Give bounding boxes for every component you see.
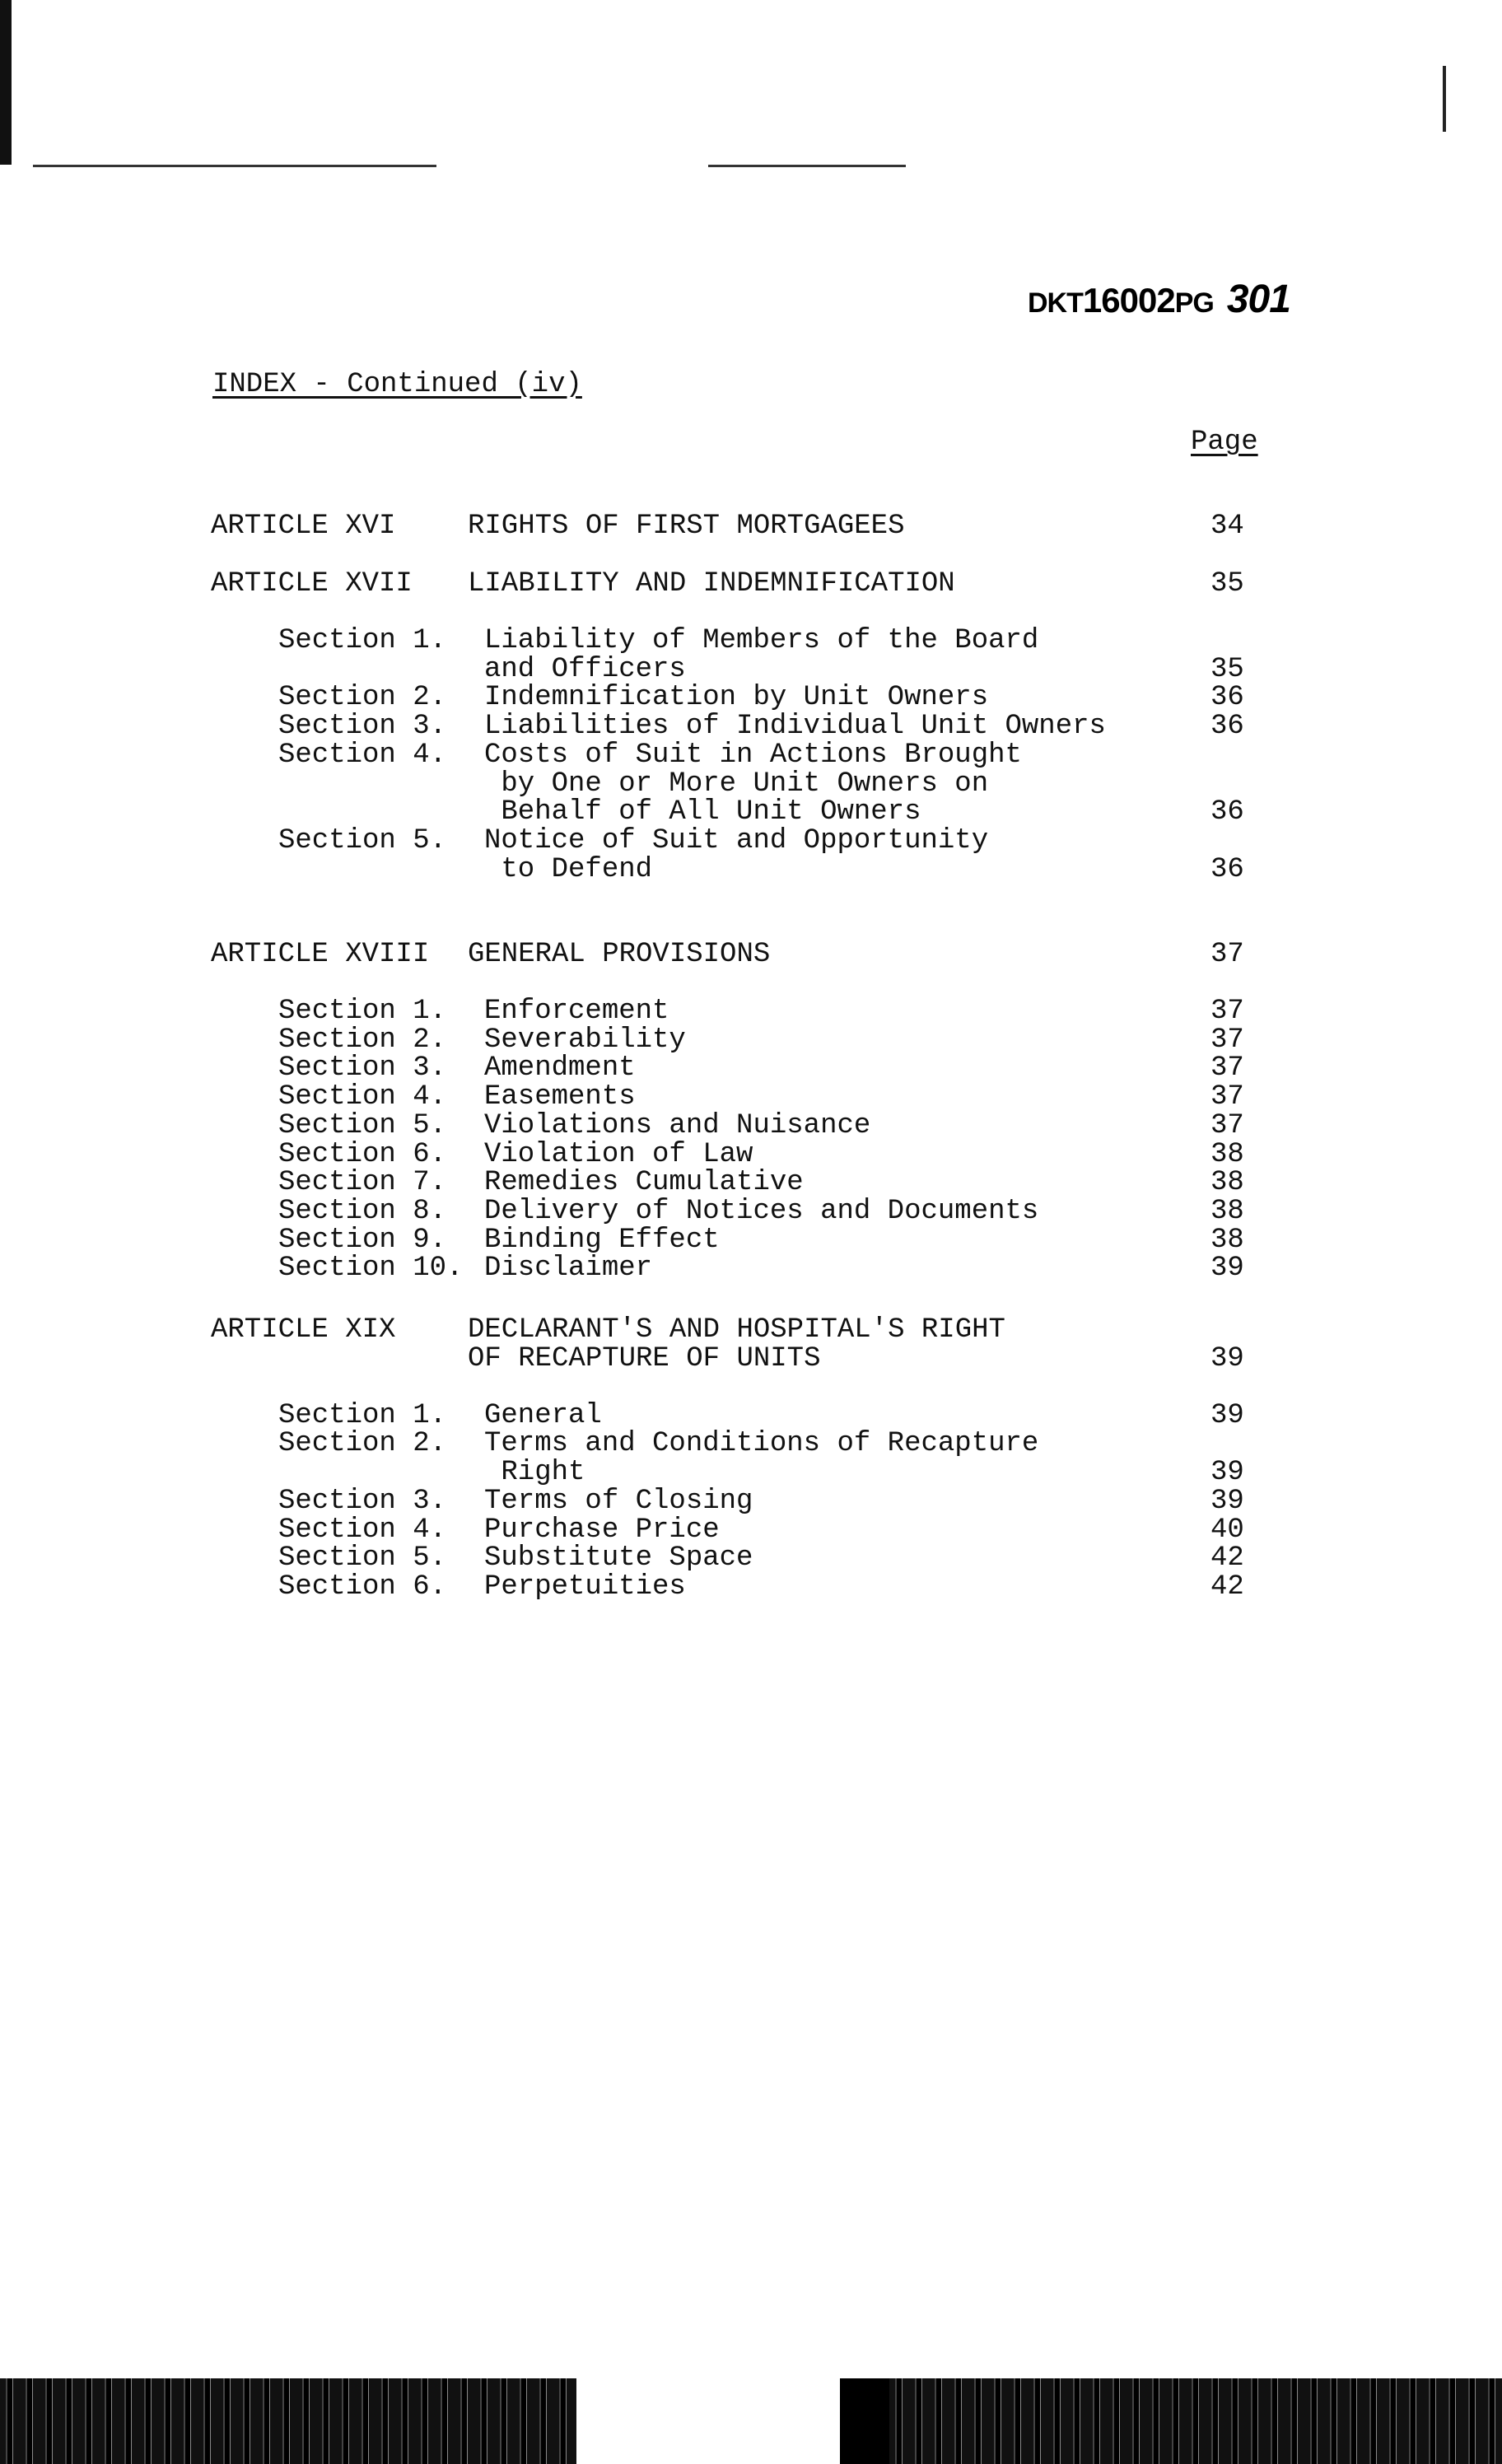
section-title: Enforcement <box>484 996 669 1027</box>
section-title: Costs of Suit in Actions Brought <box>484 740 1022 771</box>
section-number: Section 3. <box>278 1486 447 1517</box>
section-page-number: 38 <box>1210 1196 1244 1227</box>
section-title: Binding Effect <box>484 1225 720 1256</box>
section-page-number: 42 <box>1210 1542 1244 1574</box>
section-number: Section 4. <box>278 1081 447 1113</box>
section-title: Right <box>484 1457 585 1488</box>
article-page-number: 39 <box>1210 1343 1244 1374</box>
section-number: Section 8. <box>278 1196 447 1227</box>
article-title: OF RECAPTURE OF UNITS <box>468 1343 821 1374</box>
section-number: Section 2. <box>278 682 447 713</box>
article-number: ARTICLE XVII <box>211 568 413 600</box>
section-page-number: 36 <box>1210 854 1244 885</box>
section-title: Terms of Closing <box>484 1486 753 1517</box>
section-title: Amendment <box>484 1052 636 1084</box>
section-number: Section 4. <box>278 1514 447 1546</box>
docket-stamp <box>1028 277 1290 322</box>
section-page-number: 36 <box>1210 796 1244 828</box>
stamp-page: 301 <box>1226 278 1290 321</box>
page-column-label: Page <box>1191 427 1258 458</box>
section-number: Section 2. <box>278 1024 447 1056</box>
section-title: Delivery of Notices and Documents <box>484 1196 1039 1227</box>
section-title: to Defend <box>484 854 653 885</box>
section-number: Section 10. <box>278 1253 464 1284</box>
section-number: Section 1. <box>278 625 447 656</box>
section-title: Liability of Members of the Board <box>484 625 1039 656</box>
section-page-number: 37 <box>1210 996 1244 1027</box>
section-page-number: 38 <box>1210 1139 1244 1170</box>
article-page-number: 34 <box>1210 511 1244 542</box>
section-title: Violations and Nuisance <box>484 1110 871 1141</box>
section-page-number: 39 <box>1210 1486 1244 1517</box>
article-number: ARTICLE XIX <box>211 1314 396 1346</box>
section-number: Section 6. <box>278 1139 447 1170</box>
section-number: Section 5. <box>278 825 447 856</box>
scan-edge-left <box>0 0 12 165</box>
section-title: Substitute Space <box>484 1542 753 1574</box>
section-title: General <box>484 1400 602 1431</box>
section-number: Section 3. <box>278 711 447 742</box>
section-number: Section 1. <box>278 996 447 1027</box>
section-page-number: 37 <box>1210 1081 1244 1113</box>
section-number: Section 1. <box>278 1400 447 1431</box>
section-number: Section 6. <box>278 1571 447 1603</box>
section-title: Liabilities of Individual Unit Owners <box>484 711 1106 742</box>
section-page-number: 39 <box>1210 1457 1244 1488</box>
article-page-number: 37 <box>1210 939 1244 970</box>
section-page-number: 38 <box>1210 1225 1244 1256</box>
section-page-number: 39 <box>1210 1400 1244 1431</box>
section-title: Terms and Conditions of Recapture <box>484 1428 1039 1459</box>
article-title: LIABILITY AND INDEMNIFICATION <box>468 568 955 600</box>
section-number: Section 5. <box>278 1110 447 1141</box>
article-number: ARTICLE XVIII <box>211 939 430 970</box>
article-page-number: 35 <box>1210 568 1244 600</box>
section-page-number: 35 <box>1210 654 1244 685</box>
stamp-number: 16002 <box>1082 281 1175 320</box>
section-title: by One or More Unit Owners on <box>484 768 989 800</box>
section-page-number: 37 <box>1210 1110 1244 1141</box>
section-number: Section 4. <box>278 740 447 771</box>
scan-artifact-line <box>33 165 436 167</box>
stamp-prefix: DKT <box>1028 287 1083 319</box>
section-title: Indemnification by Unit Owners <box>484 682 989 713</box>
section-title: and Officers <box>484 654 686 685</box>
scan-edge-spot <box>840 2378 889 2464</box>
section-number: Section 2. <box>278 1428 447 1459</box>
section-number: Section 5. <box>278 1542 447 1574</box>
section-page-number: 36 <box>1210 711 1244 742</box>
section-title: Disclaimer <box>484 1253 653 1284</box>
section-page-number: 37 <box>1210 1024 1244 1056</box>
article-number: ARTICLE XVI <box>211 511 396 542</box>
section-title: Purchase Price <box>484 1514 720 1546</box>
section-title: Behalf of All Unit Owners <box>484 796 921 828</box>
section-title: Remedies Cumulative <box>484 1167 804 1198</box>
scan-artifact-mark <box>1443 66 1446 132</box>
section-title: Violation of Law <box>484 1139 753 1170</box>
section-title: Severability <box>484 1024 686 1056</box>
section-page-number: 38 <box>1210 1167 1244 1198</box>
section-page-number: 42 <box>1210 1571 1244 1603</box>
scan-artifact-line <box>708 165 906 167</box>
article-title: RIGHTS OF FIRST MORTGAGEES <box>468 511 905 542</box>
section-page-number: 36 <box>1210 682 1244 713</box>
stamp-pg: PG <box>1174 287 1214 319</box>
section-page-number: 40 <box>1210 1514 1244 1546</box>
section-title: Notice of Suit and Opportunity <box>484 825 989 856</box>
index-title: INDEX - Continued (iv) <box>212 369 582 400</box>
section-number: Section 9. <box>278 1225 447 1256</box>
article-title: DECLARANT'S AND HOSPITAL'S RIGHT <box>468 1314 1005 1346</box>
scan-edge-gap <box>576 2378 848 2464</box>
section-title: Easements <box>484 1081 636 1113</box>
section-page-number: 37 <box>1210 1052 1244 1084</box>
section-page-number: 39 <box>1210 1253 1244 1284</box>
section-title: Perpetuities <box>484 1571 686 1603</box>
section-number: Section 3. <box>278 1052 447 1084</box>
section-number: Section 7. <box>278 1167 447 1198</box>
article-title: GENERAL PROVISIONS <box>468 939 771 970</box>
